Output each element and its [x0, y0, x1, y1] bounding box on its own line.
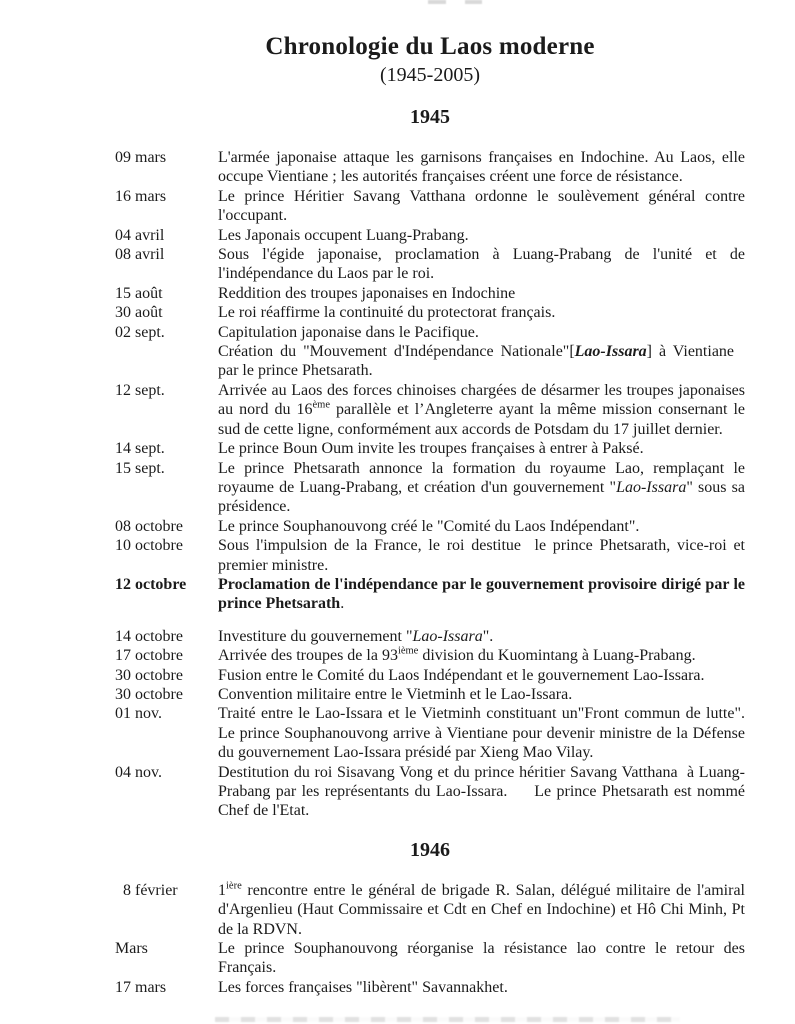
entry-text	[218, 939, 745, 978]
entry-text	[218, 646, 745, 665]
entry-date: 15 sept.	[115, 459, 165, 477]
entry-date: 02 sept.	[115, 323, 165, 341]
entry-text	[218, 666, 745, 685]
text-segment: Sous l'égide japonaise, proclamation à Luang-Prabang de l'unité et de l'indépendance du Laos par le roi.	[218, 246, 745, 283]
entry-date: 12 octobre	[115, 575, 187, 593]
chronology-entry	[115, 536, 745, 575]
entry-text	[218, 245, 745, 284]
text-segment: ] à Vientiane par le prince Phetsarath.	[218, 343, 745, 380]
text-segment: Investiture du gouvernement "	[218, 627, 413, 645]
entry-date: 14 sept.	[115, 440, 165, 458]
chronology-entry	[115, 517, 745, 536]
entry-text	[218, 284, 745, 303]
chronology-entry	[115, 381, 745, 439]
text-segment: Lao-Issara	[616, 478, 687, 496]
chronology-entry	[115, 939, 745, 978]
chronology-sections	[115, 104, 745, 997]
scan-artifact-bottom-cut-line	[215, 1017, 680, 1022]
chronology-entry	[115, 763, 745, 821]
entry-date: 09 mars	[115, 149, 167, 166]
text-segment: Convention militaire entre le Vietminh et le Lao-Issara.	[218, 685, 573, 703]
entry-text	[218, 685, 745, 704]
chronology-entry	[115, 439, 745, 458]
text-segment: ".	[482, 627, 494, 645]
entry-date: 10 octobre	[115, 537, 183, 555]
entry-date: 17 octobre	[115, 647, 183, 665]
entry-text	[218, 627, 745, 646]
text-segment: division du Kuomintang à Luang-Prabang.	[418, 647, 696, 665]
text-segment: ème	[312, 399, 331, 411]
chronology-entry	[115, 978, 745, 997]
chronology-entry	[115, 303, 745, 322]
entry-text	[218, 536, 745, 575]
entry-text	[218, 517, 745, 536]
chronology-entry	[115, 704, 745, 762]
text-segment: Lao-Issara	[574, 343, 647, 361]
entry-text	[218, 381, 745, 439]
text-segment: Capitulation japonaise dans le Pacifique.	[218, 323, 479, 341]
entry-text	[218, 226, 745, 245]
entry-text	[218, 763, 745, 821]
entry-text	[218, 439, 745, 458]
document-subtitle: (1945-2005)	[380, 64, 480, 86]
entry-date: 30 octobre	[115, 685, 183, 703]
entry-date: 08 avril	[115, 246, 165, 264]
entry-date: 01 nov.	[115, 705, 162, 723]
scan-artifact-top-right	[465, 0, 482, 4]
entry-date: 16 mars	[115, 187, 167, 205]
year-section	[115, 104, 745, 821]
text-segment: Le prince Souphanouvong réorganise la résistance lao contre le retour des Français.	[218, 940, 745, 977]
text-segment: Traité entre le Lao-Issara et le Vietminh constituant un"Front commun de lutte". Le prince Souphanouvong arrive à Vientiane pour devenir ministre de la Défense du gouvernement Lao-Issara présidé par Xieng Mao Vilay.	[218, 705, 745, 762]
text-segment: rencontre entre le général de brigade R. Salan, délégué militaire de l'amiral d'Argenlieu (Haut Commissaire et Cdt en Chef en Indochine) et Hô Chi Minh, Pt de la RDVN.	[218, 881, 745, 938]
chronology-entry	[115, 575, 745, 614]
entry-date: 08 octobre	[115, 517, 183, 535]
text-segment: Création du "Mouvement d'Indépendance Nationale"[	[218, 343, 575, 361]
text-segment: Arrivée des troupes de la 93	[218, 647, 398, 665]
text-segment: Le prince Boun Oum invite les troupes françaises à entrer à Paksé.	[218, 440, 644, 458]
chronology-entry	[115, 646, 745, 665]
text-segment: Le prince Souphanouvong créé le "Comité du Laos Indépendant".	[218, 517, 640, 535]
text-segment: Sous l'impulsion de la France, le roi destitue le prince Phetsarath, vice-roi et premier ministre.	[218, 537, 745, 574]
chronology-entry	[115, 187, 745, 226]
chronology-entry	[115, 148, 745, 187]
entry-text	[218, 323, 745, 342]
year-heading: 1945	[410, 106, 450, 128]
chronology-entry	[115, 226, 745, 245]
chronology-entry	[115, 342, 745, 381]
text-segment: Arrivée au Laos des forces chinoises chargées de désarmer les troupes japonaises au nord du 16	[218, 381, 745, 419]
text-segment: Le prince Héritier Savang Vatthana ordonne le soulèvement général contre l'occupant.	[218, 187, 745, 225]
chronology-entry	[115, 245, 745, 284]
text-segment: ième	[397, 645, 419, 657]
entry-date: 30 août	[115, 304, 163, 322]
chronology-entry	[115, 666, 745, 685]
entry-date: Mars	[115, 940, 148, 958]
entry-date: 8 février	[123, 881, 178, 899]
scan-artifact-top-left	[428, 0, 446, 4]
text-segment: Fusion entre le Comité du Laos Indépendant et le gouvernement Lao-Issara.	[218, 666, 705, 684]
entry-date: 14 octobre	[115, 627, 183, 645]
text-segment: Reddition des troupes japonaises en Indochine	[218, 284, 516, 302]
entry-date: 04 nov.	[115, 763, 162, 781]
entry-text	[218, 148, 745, 187]
chronology-entry	[115, 881, 745, 939]
text-segment: .	[340, 595, 345, 613]
chronology-entry	[115, 323, 745, 342]
chronology-entry	[115, 685, 745, 704]
text-segment: parallèle et l’Angleterre ayant la même mission consernant le sud de cette ligne, conformément aux accords de Potsdam du 17 juillet dernier.	[218, 401, 745, 438]
entry-date	[115, 342, 218, 381]
document-title: Chronologie du Laos moderne	[265, 33, 595, 60]
entry-date: 15 août	[115, 284, 163, 302]
entry-text	[218, 459, 745, 517]
text-segment: ière	[226, 880, 242, 892]
entry-date: 12 sept.	[115, 381, 165, 399]
entry-date: 17 mars	[115, 978, 167, 996]
entry-text	[218, 342, 745, 381]
text-segment: L'armée japonaise attaque les garnisons françaises en Indochine. Au Laos, elle occupe Vientiane ; les autorités françaises créent une force de résistance.	[218, 149, 745, 186]
chronology-entry	[115, 284, 745, 303]
entry-date: 04 avril	[115, 226, 165, 244]
text-segment: Le roi réaffirme la continuité du protectorat français.	[218, 304, 556, 322]
entry-text	[218, 978, 745, 997]
chronology-entry	[115, 627, 745, 646]
entry-text	[218, 303, 745, 322]
entry-date: 30 octobre	[115, 666, 183, 684]
entry-text	[218, 881, 745, 939]
text-segment: Les Japonais occupent Luang-Prabang.	[218, 226, 469, 244]
chronology-entry	[115, 459, 745, 517]
entry-text	[218, 187, 745, 226]
text-segment: Proclamation de l'indépendance par le gouvernement provisoire dirigé par le prince Phetsarath	[218, 575, 745, 613]
text-segment: Le prince Phetsarath annonce la formation du royaume Lao, remplaçant le royaume de Luang-Prabang, et création d'un gouvernement "	[218, 459, 745, 496]
entry-text	[218, 704, 745, 762]
year-section	[115, 837, 745, 997]
text-segment: 1	[218, 881, 226, 899]
text-segment: Lao-Issara	[412, 627, 483, 645]
text-segment: Destitution du roi Sisavang Vong et du prince héritier Savang Vatthana à Luang-Prabang par les représentants du Lao-Issara. Le prince Phetsarath est nommé Chef de l'Etat.	[218, 763, 745, 820]
entry-text	[218, 575, 745, 614]
text-segment: Les forces françaises "libèrent" Savannakhet.	[218, 978, 508, 996]
text-segment: " sous sa présidence.	[218, 478, 746, 516]
year-heading: 1946	[410, 838, 450, 861]
